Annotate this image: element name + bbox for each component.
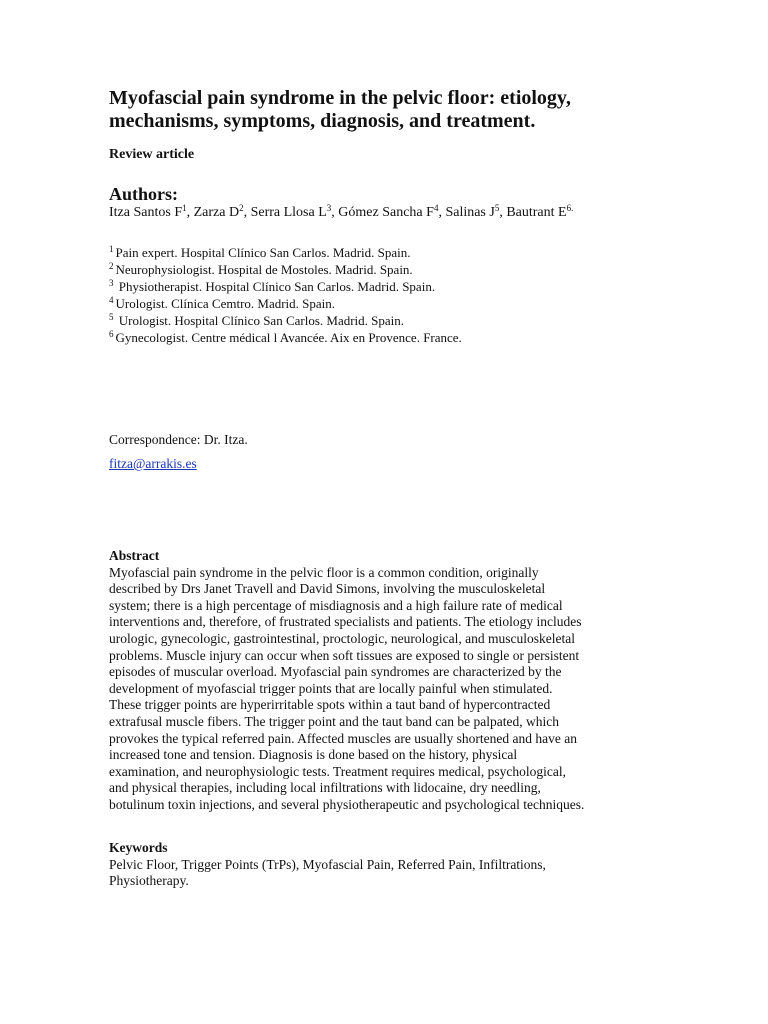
affiliation-number: 3 <box>109 278 114 288</box>
author-superscript: 1 <box>182 203 187 213</box>
affiliation-item <box>109 312 462 329</box>
affiliation-text: Pain expert. Hospital Clínico San Carlos. Madrid. Spain. <box>115 245 411 260</box>
abstract-line: extrafusal muscle fibers. The trigger point and the taut band can be palpated, which <box>109 713 559 729</box>
email-link[interactable]: fitza@arrakis.es <box>109 456 197 471</box>
author-name: Salinas J <box>445 205 495 220</box>
abstract-line: problems. Muscle injury can occur when soft tissues are exposed to single or persistent <box>109 647 580 663</box>
affiliation-text: Neurophysiologist. Hospital de Mostoles. Madrid. Spain. <box>115 262 413 277</box>
authors-heading: Authors: <box>109 184 179 204</box>
authors-list <box>109 205 573 221</box>
abstract-line: Myofascial pain syndrome in the pelvic floor is a common condition, originally <box>109 564 539 580</box>
abstract-line: provokes the typical referred pain. Affected muscles are usually shortened and have an <box>109 730 577 746</box>
keywords-line: Pelvic Floor, Trigger Points (TrPs), Myofascial Pain, Referred Pain, Infiltrations, <box>109 856 546 872</box>
abstract-section <box>109 548 669 814</box>
abstract-line: episodes of muscular overload. Myofascial pain syndromes are characterized by the <box>109 664 562 680</box>
author-superscript: 5 <box>494 203 500 213</box>
abstract-line: botulinum toxin injections, and several physiotherapeutic and psychological techniques. <box>109 796 585 812</box>
affiliation-item <box>109 295 462 312</box>
abstract-line: increased tone and tension. Diagnosis is done based on the history, physical <box>109 747 518 763</box>
author-separator: , <box>243 205 251 220</box>
affiliation-item <box>109 244 462 261</box>
affiliation-text: Urologist. Clínica Cemtro. Madrid. Spain. <box>115 296 336 311</box>
affiliation-text: Gynecologist. Centre médical l Avancée. Aix en Provence. France. <box>115 330 462 345</box>
affiliation-number: 6 <box>109 329 114 339</box>
abstract-line: interventions and, therefore, of frustrated specialists and patients. The etiology includes <box>109 614 582 630</box>
author-name: Bautrant E <box>506 205 567 220</box>
affiliation-item <box>109 261 462 278</box>
affiliation-number: 4 <box>109 295 114 305</box>
abstract-line: These trigger points are hyperirritable spots within a taut band of hypercontracted <box>109 697 551 713</box>
keywords-line: Physiotherapy. <box>109 873 189 889</box>
affiliation-number: 1 <box>109 244 114 254</box>
author-superscript: 4 <box>433 203 439 213</box>
author-name: Itza Santos F <box>109 205 183 220</box>
author-name: Gómez Sancha F <box>338 205 434 220</box>
author-superscript: 6. <box>566 203 574 213</box>
paper-title: Myofascial pain syndrome in the pelvic floor: etiology, mechanisms, symptoms, diagnosis, and treatment. <box>109 87 571 132</box>
article-type: Review article <box>109 147 195 162</box>
affiliation-number: 5 <box>109 312 114 322</box>
keywords-section <box>109 840 669 890</box>
abstract-line: development of myofascial trigger points that are locally painful when stimulated. <box>109 680 553 696</box>
abstract-line: examination, and neurophysiologic tests. Treatment requires medical, psychological, <box>109 763 567 779</box>
author-superscript: 3 <box>326 203 332 213</box>
abstract-heading: Abstract <box>109 548 160 563</box>
affiliation-text: Physiotherapist. Hospital Clínico San Carlos. Madrid. Spain. <box>115 279 436 294</box>
abstract-line: and physical therapies, including local infiltrations with lidocaine, dry needling, <box>109 780 541 796</box>
affiliation-text: Urologist. Hospital Clínico San Carlos. Madrid. Spain. <box>115 313 405 328</box>
abstract-line: described by Drs Janet Travell and David Simons, involving the musculoskeletal <box>109 581 546 597</box>
affiliation-item <box>109 278 462 295</box>
abstract-line: urologic, gynecologic, gastrointestinal, proctologic, neurological, and musculoskeletal <box>109 630 576 646</box>
affiliation-number: 2 <box>109 261 114 271</box>
author-separator: , <box>186 205 194 220</box>
author-separator: , <box>438 205 446 220</box>
author-superscript: 2 <box>239 203 244 213</box>
author-name: Zarza D <box>193 205 240 220</box>
abstract-line: system; there is a high percentage of misdiagnosis and a high failure rate of medical <box>109 597 563 613</box>
correspondence-text: Correspondence: Dr. Itza. <box>109 432 248 447</box>
author-separator: , <box>499 205 507 220</box>
keywords-heading: Keywords <box>109 840 168 855</box>
affiliations-list <box>109 244 462 346</box>
author-separator: , <box>331 205 339 220</box>
author-name: Serra Llosa L <box>250 205 327 220</box>
affiliation-item <box>109 329 462 346</box>
